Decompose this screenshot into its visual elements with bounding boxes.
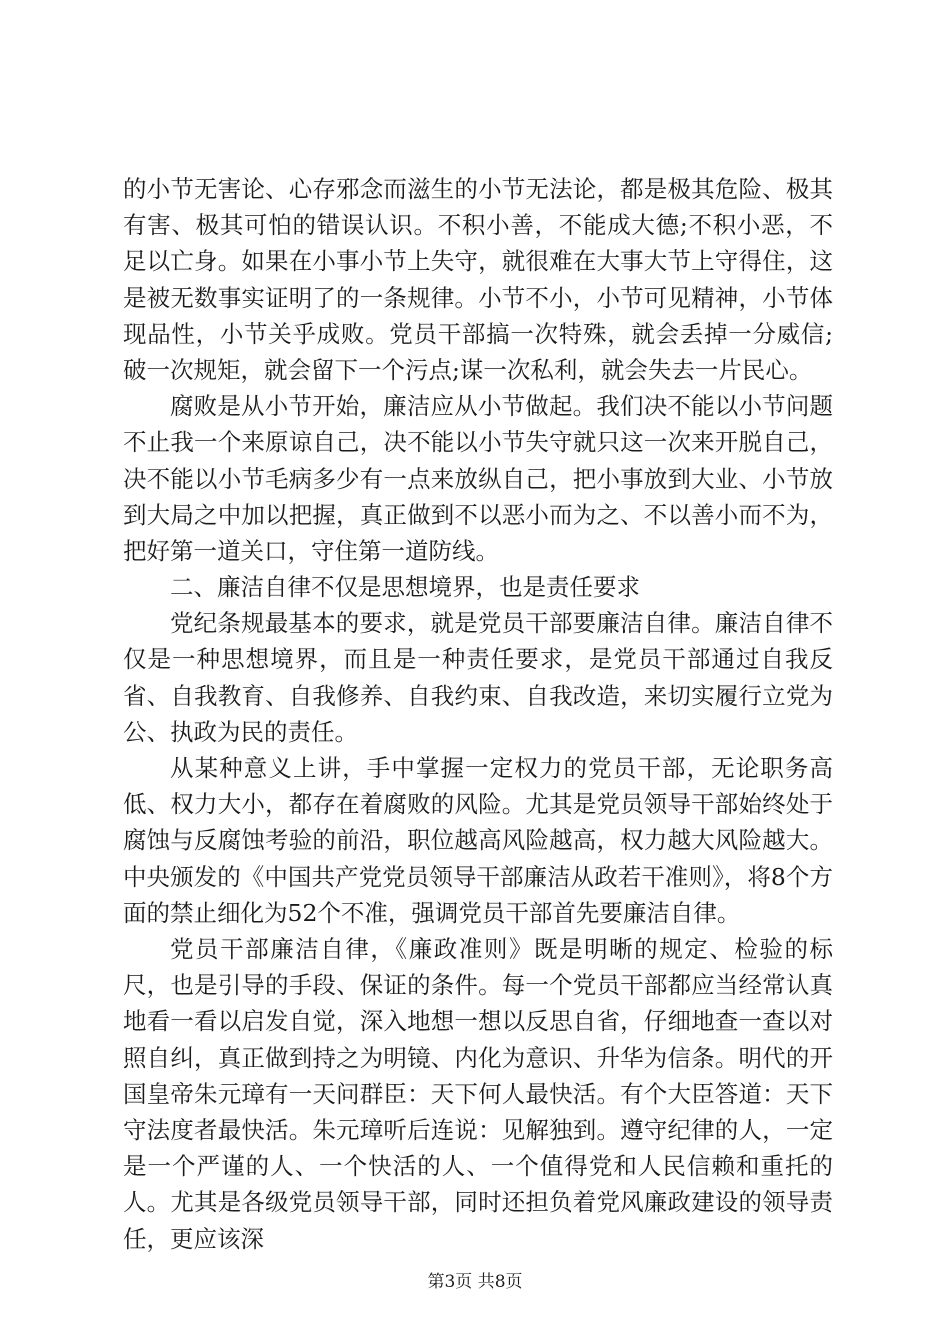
paragraph: 腐败是从小节开始，廉洁应从小节做起。我们决不能以小节问题不止我一个来原谅自己，决不能以小节失守就只这一次来开脱自己，决不能以小节毛病多少有一点来放纵自己，把小事放到大业、小节放到大局之中加以把握，真正做到不以恶小而为之、不以善小而不为，把好第一道关口，守住第一道防线。: [123, 392, 833, 566]
paragraph: 党员干部廉洁自律，《廉政准则》既是明晰的规定、检验的标尺，也是引导的手段、保证的条件。每一个党员干部都应当经常认真地看一看以启发自觉，深入地想一想以反思自省，仔细地查一查以对照自纠，真正做到持之为明镜、内化为意识、升华为信条。明代的开国皇帝朱元璋有一天问群臣：天下何人最快活。有个大臣答道：天下守法度者最快活。朱元璋听后连说：见解独到。遵守纪律的人，一定是一个严谨的人、一个快活的人、一个值得党和人民信赖和重托的人。尤其是各级党员领导干部，同时还担负着党风廉政建设的领导责任，更应该深: [123, 935, 833, 1253]
text-section-2: [123, 569, 833, 1257]
text-section-1: [123, 171, 833, 569]
section-heading: 二、廉洁自律不仅是思想境界，也是责任要求: [170, 573, 640, 601]
paragraph-continuation: 的小节无害论、心存邪念而滋生的小节无法论，都是极其危险、极其有害、极其可怕的错误认识。不积小善，不能成大德;不积小恶，不足以亡身。如果在小事小节上失守，就很难在大事大节上守得住，这是被无数事实证明了的一条规律。小节不小，小节可见精神，小节体现品性，小节关乎成败。党员干部搞一次特殊，就会丢掉一分威信;破一次规矩，就会留下一个污点;谋一次私利，就会失去一片民心。: [123, 175, 833, 385]
page-footer: 第3页 共8页: [427, 1272, 523, 1292]
paragraph: 从某种意义上讲，手中掌握一定权力的党员干部，无论职务高低、权力大小，都存在着腐败的风险。尤其是党员领导干部始终处于腐蚀与反腐蚀考验的前沿，职位越高风险越高，权力越大风险越大。中央颁发的《中国共产党党员领导干部廉洁从政若干准则》，将8个方面的禁止细化为52个不准，强调党员干部首先要廉洁自律。: [123, 754, 833, 927]
paragraph: 党纪条规最基本的要求，就是党员干部要廉洁自律。廉洁自律不仅是一种思想境界，而且是一种责任要求，是党员干部通过自我反省、自我教育、自我修养、自我约束、自我改造，来切实履行立党为公、执政为民的责任。: [123, 609, 833, 746]
